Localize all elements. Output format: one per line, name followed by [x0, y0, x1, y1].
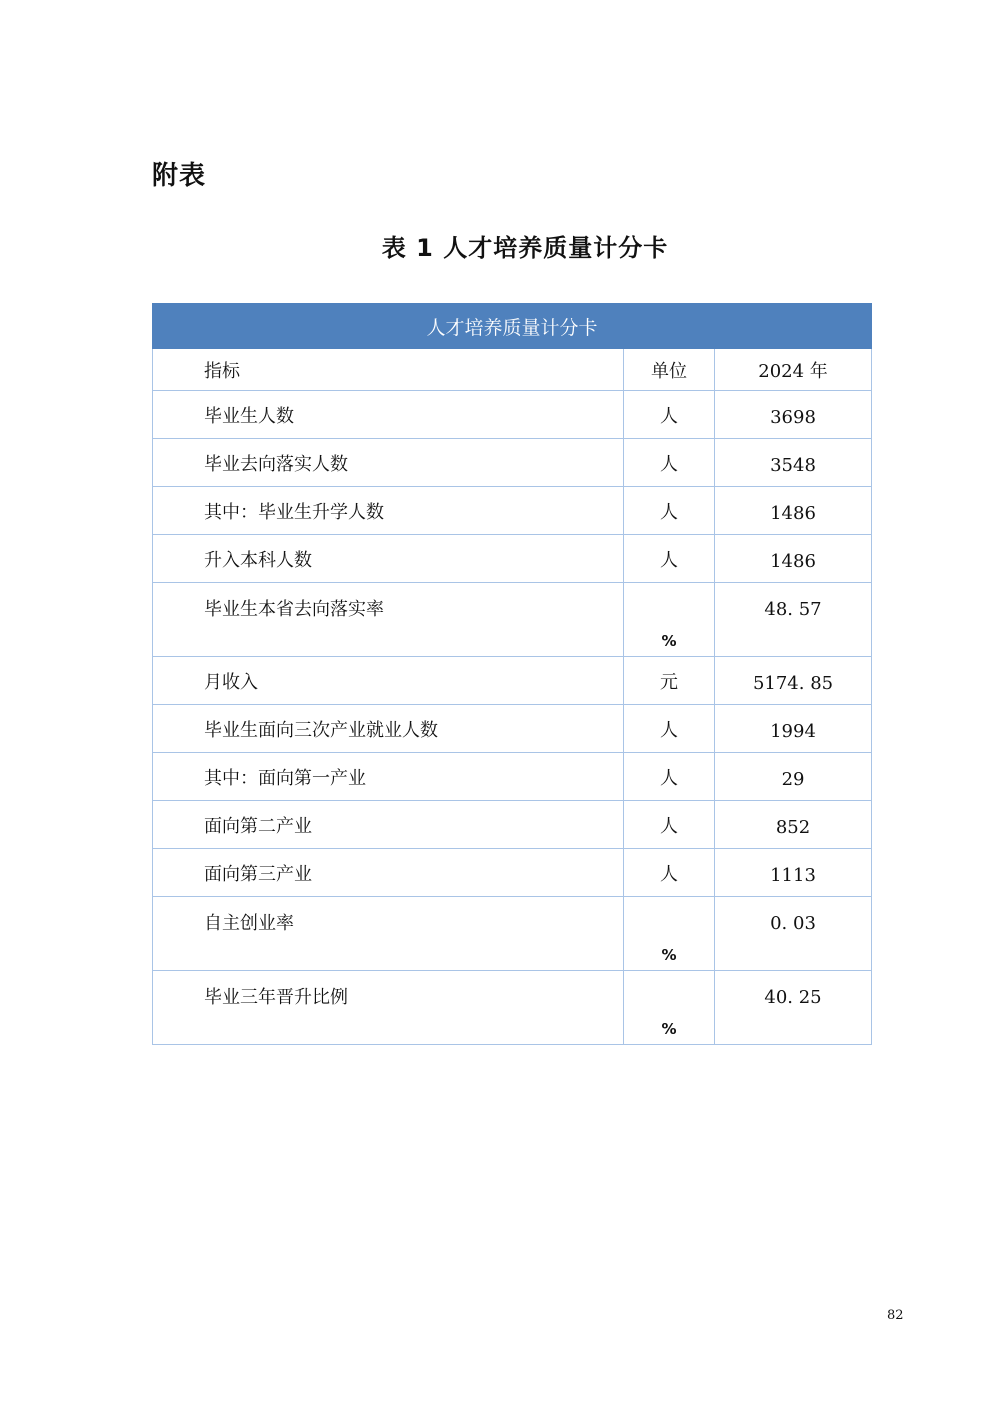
row-unit: %	[624, 583, 715, 657]
table-banner-row	[153, 304, 872, 349]
row-indicator: 月收入	[153, 657, 624, 705]
row-unit: 人	[624, 801, 715, 849]
row-value: 5174. 85	[715, 657, 872, 705]
row-unit: 人	[624, 535, 715, 583]
row-unit: %	[624, 971, 715, 1045]
row-unit: %	[624, 897, 715, 971]
table-row	[153, 801, 872, 849]
table-row	[153, 439, 872, 487]
row-indicator: 毕业生本省去向落实率	[153, 583, 624, 657]
row-indicator: 面向第二产业	[153, 801, 624, 849]
talent-scorecard-table	[152, 303, 872, 1045]
header-unit: 单位	[624, 349, 715, 391]
row-value: 29	[715, 753, 872, 801]
table-row	[153, 487, 872, 535]
appendix-heading: 附表	[152, 161, 207, 191]
table-caption: 表 1 人才培养质量计分卡	[381, 234, 669, 262]
row-unit: 人	[624, 439, 715, 487]
table-row	[153, 657, 872, 705]
header-year: 2024 年	[715, 349, 872, 391]
row-value: 1113	[715, 849, 872, 897]
row-value: 852	[715, 801, 872, 849]
row-indicator: 毕业三年晋升比例	[153, 971, 624, 1045]
table-row	[153, 705, 872, 753]
row-indicator: 面向第三产业	[153, 849, 624, 897]
row-indicator: 毕业生面向三次产业就业人数	[153, 705, 624, 753]
row-unit: 人	[624, 391, 715, 439]
row-unit: 人	[624, 705, 715, 753]
row-indicator: 其中：面向第一产业	[153, 753, 624, 801]
row-unit: 人	[624, 753, 715, 801]
row-unit: 元	[624, 657, 715, 705]
row-indicator: 自主创业率	[153, 897, 624, 971]
row-indicator: 毕业去向落实人数	[153, 439, 624, 487]
row-value: 0. 03	[715, 897, 872, 971]
row-value: 1994	[715, 705, 872, 753]
table-header-row	[153, 349, 872, 391]
table-row	[153, 535, 872, 583]
row-unit: 人	[624, 487, 715, 535]
row-value: 40. 25	[715, 971, 872, 1045]
table-banner: 人才培养质量计分卡	[153, 304, 872, 349]
row-value: 48. 57	[715, 583, 872, 657]
page-number: 82	[887, 1308, 904, 1323]
row-value: 3548	[715, 439, 872, 487]
header-indicator: 指标	[153, 349, 624, 391]
table-row	[153, 849, 872, 897]
row-unit: 人	[624, 849, 715, 897]
table-row	[153, 391, 872, 439]
row-indicator: 其中：毕业生升学人数	[153, 487, 624, 535]
row-value: 3698	[715, 391, 872, 439]
table-row	[153, 753, 872, 801]
row-indicator: 毕业生人数	[153, 391, 624, 439]
table-row	[153, 971, 872, 1045]
table-row	[153, 583, 872, 657]
row-value: 1486	[715, 535, 872, 583]
row-value: 1486	[715, 487, 872, 535]
row-indicator: 升入本科人数	[153, 535, 624, 583]
table-row	[153, 897, 872, 971]
